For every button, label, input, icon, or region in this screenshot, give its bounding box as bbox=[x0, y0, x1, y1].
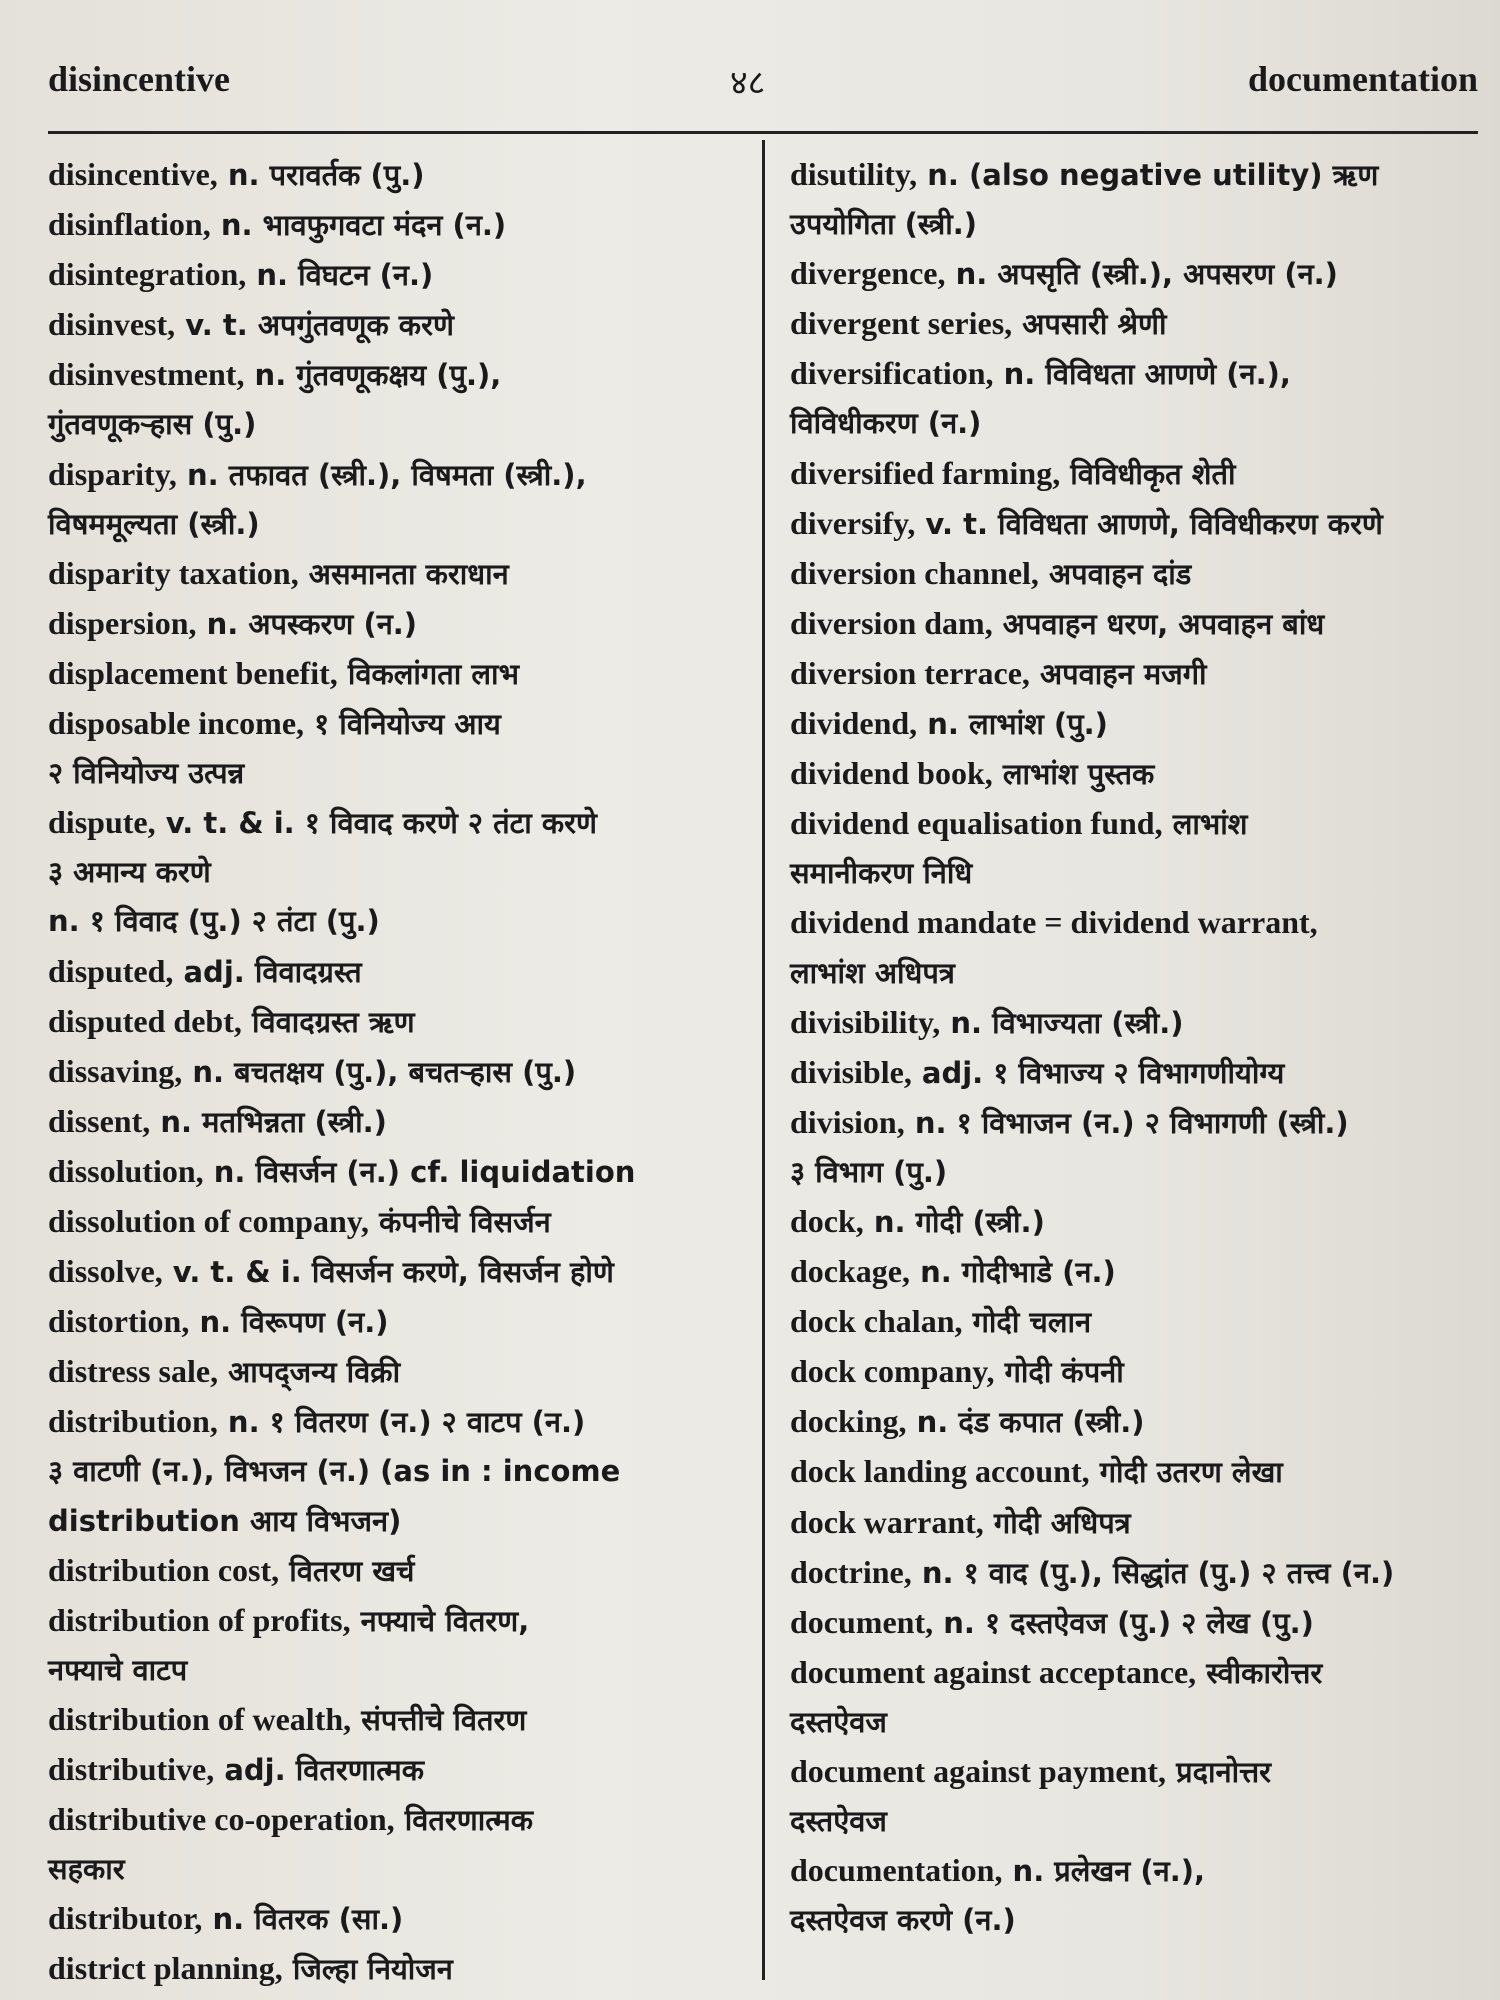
entry-line bbox=[48, 649, 748, 699]
definition: n. परावर्तक (पु.) bbox=[217, 158, 425, 192]
dictionary-entry bbox=[48, 947, 748, 997]
dictionary-entry bbox=[790, 799, 1480, 898]
definition: n. बचतक्षय (पु.), बचतऱ्हास (पु.) bbox=[182, 1054, 577, 1089]
definition: लाभांश पुस्तक bbox=[992, 757, 1155, 792]
guide-word-last: documentation bbox=[1247, 59, 1478, 99]
definition: v. t. विविधता आणणे, विविधीकरण करणे bbox=[915, 506, 1383, 541]
entry-line bbox=[790, 1397, 1480, 1447]
definition: n. तफावत (स्त्री.), विषमता (स्त्री.), bbox=[176, 457, 587, 492]
headword: dispute, bbox=[48, 804, 156, 841]
headword: disputed, bbox=[48, 952, 174, 989]
running-head bbox=[48, 58, 1478, 110]
headword: dissent, bbox=[48, 1102, 151, 1139]
headword: district planning, bbox=[48, 1950, 283, 1987]
headword: dock landing account, bbox=[790, 1453, 1090, 1490]
entry-line bbox=[790, 1747, 1480, 1797]
dictionary-entry bbox=[48, 549, 748, 599]
entry-line bbox=[48, 1197, 748, 1247]
definition: विकलांगता लाभ bbox=[337, 656, 519, 691]
dictionary-entry bbox=[790, 349, 1480, 448]
definition: विवादग्रस्त ऋण bbox=[241, 1004, 415, 1039]
definition: n. प्रलेखन (न.), bbox=[1002, 1854, 1206, 1889]
entry-line bbox=[790, 499, 1480, 549]
headword: document, bbox=[790, 1603, 934, 1640]
entry-line bbox=[48, 1147, 748, 1197]
headword: distributor, bbox=[48, 1900, 203, 1937]
definition: adj. वितरणात्मक bbox=[214, 1753, 424, 1787]
dictionary-entry bbox=[790, 1098, 1480, 1197]
entry-line: २ विनियोज्य उत्पन्न bbox=[48, 756, 245, 791]
headword: dockage, bbox=[790, 1253, 910, 1290]
headword: dividend book, bbox=[790, 755, 993, 792]
dictionary-entry bbox=[48, 1147, 748, 1197]
headword: disinvest, bbox=[48, 306, 176, 343]
entry-line bbox=[790, 749, 1480, 799]
definition: n. विसर्जन (न.) cf. liquidation bbox=[203, 1154, 636, 1189]
entry-line bbox=[48, 549, 748, 599]
entry-line: ३ वाटणी (न.), विभजन (न.) (as in : income bbox=[48, 1454, 621, 1489]
headword: distortion, bbox=[48, 1303, 190, 1340]
entry-line: विषममूल्यता (स्त्री.) bbox=[48, 506, 260, 541]
headword: distribution cost, bbox=[48, 1551, 280, 1588]
definition: n. अपस्करण (न.) bbox=[196, 606, 418, 641]
entry-line bbox=[790, 1548, 1480, 1598]
headword: distributive, bbox=[48, 1751, 215, 1787]
definition: स्वीकारोत्तर bbox=[1196, 1655, 1323, 1690]
guide-word-first: disincentive bbox=[48, 59, 231, 99]
entry-line: ३ अमान्य करणे bbox=[48, 855, 211, 890]
entry-line bbox=[48, 1047, 748, 1097]
entry-line bbox=[790, 449, 1480, 499]
dictionary-entry bbox=[48, 649, 748, 699]
entry-line bbox=[790, 699, 1480, 749]
entry-line bbox=[790, 299, 1480, 349]
entry-line bbox=[48, 1247, 748, 1297]
headword: diversification, bbox=[790, 355, 994, 392]
dictionary-entry bbox=[790, 898, 1480, 997]
definition: n. विरूपण (न.) bbox=[189, 1305, 389, 1340]
dictionary-entry bbox=[790, 1397, 1480, 1447]
entry-line bbox=[48, 1745, 748, 1795]
dictionary-entry bbox=[790, 449, 1480, 499]
dictionary-entry bbox=[790, 1648, 1480, 1747]
entry-line bbox=[48, 300, 748, 350]
definition: असमानता कराधान bbox=[298, 556, 509, 591]
dictionary-entry bbox=[790, 998, 1480, 1048]
entry-line bbox=[790, 249, 1480, 299]
headword: dissolution of company, bbox=[48, 1202, 369, 1239]
entry-line: distribution आय विभजन) bbox=[48, 1503, 402, 1538]
entry-line bbox=[790, 1297, 1480, 1347]
entry-line bbox=[790, 1247, 1480, 1297]
headword: document against payment, bbox=[790, 1753, 1167, 1789]
headword: distribution of profits, bbox=[48, 1601, 351, 1638]
definition: n. दंड कपात (स्त्री.) bbox=[906, 1405, 1145, 1440]
entry-line bbox=[48, 1944, 748, 1994]
definition: संपत्तीचे वितरण bbox=[351, 1702, 527, 1737]
entry-line bbox=[48, 200, 748, 250]
dictionary-entry bbox=[790, 1347, 1480, 1397]
definition: v. t. & i. १ विवाद करणे २ तंटा करणे bbox=[155, 806, 597, 841]
definition: वितरणात्मक bbox=[394, 1803, 534, 1838]
column-divider bbox=[762, 140, 765, 1980]
definition: गोदी उतरण लेखा bbox=[1089, 1455, 1283, 1490]
dictionary-entry bbox=[790, 1846, 1480, 1945]
headword: diversified farming, bbox=[790, 454, 1061, 491]
entry-line bbox=[48, 1347, 748, 1397]
header-rule bbox=[48, 131, 1478, 134]
headword: distress sale, bbox=[48, 1353, 219, 1390]
entry-line bbox=[790, 1648, 1480, 1698]
definition: लाभांश bbox=[1162, 807, 1248, 842]
entry-line bbox=[48, 599, 748, 649]
dictionary-entry bbox=[790, 599, 1480, 649]
entry-line bbox=[790, 998, 1480, 1048]
definition: n. गोदी (स्त्री.) bbox=[863, 1204, 1045, 1239]
dictionary-entry bbox=[48, 150, 748, 200]
definition: १ विनियोज्य आय bbox=[304, 707, 501, 742]
headword: dock, bbox=[790, 1202, 864, 1239]
dictionary-entry bbox=[48, 1047, 748, 1097]
definition: गोदी चलान bbox=[962, 1305, 1092, 1340]
definition: गोदी अधिपत्र bbox=[983, 1505, 1131, 1540]
headword: disputed debt, bbox=[48, 1002, 242, 1039]
definition: नफ्याचे वितरण, bbox=[350, 1603, 530, 1638]
definition: गोदी कंपनी bbox=[994, 1355, 1124, 1390]
entry-line bbox=[790, 1098, 1480, 1148]
entry-line bbox=[790, 1447, 1480, 1497]
entry-line bbox=[790, 1846, 1480, 1896]
definition: अपसारी श्रेणी bbox=[1012, 307, 1167, 342]
entry-line bbox=[48, 798, 748, 848]
entry-line bbox=[48, 997, 748, 1047]
headword: division, bbox=[790, 1103, 905, 1140]
definition: n. अपसृति (स्त्री.), अपसरण (न.) bbox=[945, 257, 1338, 292]
headword: disintegration, bbox=[48, 256, 247, 293]
definition: n. गोदीभाडे (न.) bbox=[910, 1255, 1116, 1290]
dictionary-entry bbox=[48, 1695, 748, 1745]
entry-line bbox=[48, 1795, 748, 1845]
dictionary-entry bbox=[48, 300, 748, 350]
dictionary-entry bbox=[790, 150, 1480, 249]
headword: diversion terrace, bbox=[790, 654, 1030, 691]
dictionary-entry bbox=[48, 1944, 748, 1994]
definition: n. १ वितरण (न.) २ वाटप (न.) bbox=[217, 1405, 586, 1440]
entry-line: समानीकरण निधि bbox=[790, 856, 973, 891]
entry-line: दस्तऐवज bbox=[790, 1704, 887, 1739]
entry-line bbox=[790, 1598, 1480, 1648]
headword: divergent series, bbox=[790, 305, 1013, 342]
definition: n. वितरक (सा.) bbox=[202, 1902, 404, 1937]
entry-line: दस्तऐवज करणे (न.) bbox=[790, 1903, 1016, 1938]
definition: वितरण खर्च bbox=[279, 1553, 415, 1588]
dictionary-entry bbox=[790, 749, 1480, 799]
entry-line: उपयोगिता (स्त्री.) bbox=[790, 207, 977, 242]
headword: dissaving, bbox=[48, 1052, 183, 1089]
entry-line bbox=[790, 349, 1480, 399]
definition: विविधीकृत शेती bbox=[1060, 456, 1236, 491]
entry-line: n. १ विवाद (पु.) २ तंटा (पु.) bbox=[48, 904, 380, 939]
entry-line bbox=[48, 1546, 748, 1596]
definition: n. (also negative utility) ऋण bbox=[917, 158, 1379, 192]
entry-line: ३ विभाग (पु.) bbox=[790, 1154, 948, 1189]
dictionary-entry bbox=[48, 1097, 748, 1147]
definition: n. विघटन (न.) bbox=[246, 258, 434, 293]
dictionary-entry bbox=[48, 1197, 748, 1247]
headword: dock chalan, bbox=[790, 1303, 963, 1340]
dictionary-entry bbox=[48, 1397, 748, 1545]
headword: disincentive, bbox=[48, 156, 218, 192]
entry-line bbox=[790, 1498, 1480, 1548]
dictionary-entry bbox=[790, 299, 1480, 349]
page-number: ४८ bbox=[730, 63, 766, 103]
dictionary-entry bbox=[790, 549, 1480, 599]
headword: dividend mandate = dividend warrant, bbox=[790, 904, 1318, 941]
entry-line bbox=[48, 1397, 748, 1447]
dictionary-entry bbox=[790, 1747, 1480, 1846]
entry-line bbox=[48, 150, 748, 200]
dictionary-entry bbox=[48, 450, 748, 549]
headword: disparity taxation, bbox=[48, 554, 299, 591]
dictionary-entry bbox=[48, 997, 748, 1047]
entry-line bbox=[48, 1596, 748, 1646]
headword: dividend, bbox=[790, 705, 918, 742]
dictionary-entry bbox=[790, 1048, 1480, 1098]
definition: कंपनीचे विसर्जन bbox=[368, 1204, 551, 1239]
dictionary-entry bbox=[790, 1197, 1480, 1247]
headword: dissolve, bbox=[48, 1253, 163, 1290]
dictionary-entry bbox=[790, 1247, 1480, 1297]
entry-line bbox=[790, 1048, 1480, 1098]
entry-line: विविधीकरण (न.) bbox=[790, 406, 982, 441]
dictionary-entry bbox=[790, 1598, 1480, 1648]
headword: diversion channel, bbox=[790, 554, 1039, 591]
dictionary-entry bbox=[48, 200, 748, 250]
entry-line bbox=[48, 1695, 748, 1745]
headword: disposable income, bbox=[48, 705, 305, 742]
headword: diversify, bbox=[790, 504, 916, 541]
definition: अपवाहन मजगी bbox=[1029, 656, 1207, 691]
dictionary-entry bbox=[48, 1596, 748, 1695]
dictionary-entry bbox=[48, 798, 748, 946]
headword: distribution, bbox=[48, 1403, 218, 1440]
definition: n. विविधता आणणे (न.), bbox=[993, 357, 1291, 392]
entry-line bbox=[48, 947, 748, 997]
dictionary-entry bbox=[48, 250, 748, 300]
definition: प्रदानोत्तर bbox=[1166, 1755, 1272, 1789]
headword: disinvestment, bbox=[48, 356, 245, 393]
dictionary-entry bbox=[790, 249, 1480, 299]
headword: document against acceptance, bbox=[790, 1653, 1197, 1690]
headword: displacement benefit, bbox=[48, 654, 338, 691]
dictionary-entry bbox=[48, 1894, 748, 1944]
headword: docking, bbox=[790, 1403, 907, 1440]
left-column bbox=[48, 150, 748, 1994]
definition: अपवाहन धरण, अपवाहन बांध bbox=[992, 606, 1325, 641]
entry-line bbox=[48, 350, 748, 400]
definition: n. लाभांश (पु.) bbox=[917, 707, 1108, 742]
entry-line bbox=[48, 250, 748, 300]
dictionary-entry bbox=[790, 699, 1480, 749]
entry-line bbox=[790, 799, 1480, 849]
headword: dividend equalisation fund, bbox=[790, 805, 1163, 842]
definition: adj. १ विभाज्य २ विभागणीयोग्य bbox=[911, 1055, 1285, 1090]
entry-line bbox=[48, 1894, 748, 1944]
dictionary-entry bbox=[790, 1498, 1480, 1548]
right-column bbox=[790, 150, 1480, 1945]
entry-line: सहकार bbox=[48, 1852, 125, 1887]
entry-line: लाभांश अधिपत्र bbox=[790, 955, 955, 990]
dictionary-entry bbox=[48, 1347, 748, 1397]
entry-line bbox=[790, 599, 1480, 649]
headword: dock warrant, bbox=[790, 1503, 984, 1540]
entry-line bbox=[790, 898, 1480, 948]
definition: n. भावफुगवटा मंदन (न.) bbox=[210, 208, 507, 243]
definition: n. १ वाद (पु.), सिद्धांत (पु.) २ तत्त्व (न.) bbox=[911, 1555, 1395, 1590]
dictionary-entry bbox=[790, 649, 1480, 699]
dictionary-entry bbox=[48, 1546, 748, 1596]
entry-line bbox=[48, 1097, 748, 1147]
entry-line bbox=[48, 699, 748, 749]
definition: जिल्हा नियोजन bbox=[282, 1952, 453, 1987]
headword: dispersion, bbox=[48, 604, 197, 641]
headword: divisibility, bbox=[790, 1003, 941, 1040]
definition: n. विभाज्यता (स्त्री.) bbox=[940, 1005, 1184, 1040]
headword: disinflation, bbox=[48, 206, 211, 243]
definition: अपवाहन दांड bbox=[1038, 556, 1192, 591]
headword: dissolution, bbox=[48, 1152, 204, 1189]
dictionary-entry bbox=[790, 499, 1480, 549]
dictionary-entry bbox=[48, 1297, 748, 1347]
definition: adj. विवादग्रस्त bbox=[173, 954, 362, 989]
entry-line bbox=[790, 549, 1480, 599]
headword: disutility, bbox=[790, 156, 918, 192]
dictionary-entry bbox=[790, 1297, 1480, 1347]
entry-line: गुंतवणूकऱ्हास (पु.) bbox=[48, 407, 257, 442]
headword: documentation, bbox=[790, 1852, 1003, 1889]
entry-line bbox=[790, 649, 1480, 699]
definition: v. t. अपगुंतवणूक करणे bbox=[175, 308, 454, 343]
dictionary-entry bbox=[790, 1548, 1480, 1598]
headword: divisible, bbox=[790, 1053, 912, 1090]
headword: divergence, bbox=[790, 255, 946, 292]
entry-line bbox=[48, 1297, 748, 1347]
dictionary-entry bbox=[790, 1447, 1480, 1497]
entry-line bbox=[790, 150, 1480, 200]
headword: doctrine, bbox=[790, 1553, 912, 1590]
entry-line bbox=[790, 1197, 1480, 1247]
definition: n. गुंतवणूकक्षय (पु.), bbox=[244, 358, 502, 393]
definition: n. मतभिन्नता (स्त्री.) bbox=[150, 1104, 387, 1139]
dictionary-entry bbox=[48, 699, 748, 798]
definition: n. १ विभाजन (न.) २ विभागणी (स्त्री.) bbox=[904, 1105, 1349, 1140]
headword: distribution of wealth, bbox=[48, 1700, 352, 1737]
entry-line bbox=[48, 450, 748, 500]
entry-line: दस्तऐवज bbox=[790, 1804, 887, 1839]
headword: diversion dam, bbox=[790, 604, 993, 641]
entry-line bbox=[790, 1347, 1480, 1397]
dictionary-entry bbox=[48, 599, 748, 649]
definition: n. १ दस्तऐवज (पु.) २ लेख (पु.) bbox=[933, 1605, 1314, 1640]
headword: disparity, bbox=[48, 455, 177, 492]
dictionary-entry bbox=[48, 1795, 748, 1894]
headword: dock company, bbox=[790, 1353, 995, 1390]
dictionary-entry bbox=[48, 350, 748, 449]
definition: v. t. & i. विसर्जन करणे, विसर्जन होणे bbox=[162, 1255, 614, 1290]
definition: आपद्‌जन्य विक्री bbox=[218, 1355, 401, 1390]
dictionary-entry bbox=[48, 1745, 748, 1795]
dictionary-entry bbox=[48, 1247, 748, 1297]
entry-line: नफ्याचे वाटप bbox=[48, 1652, 188, 1687]
headword: distributive co-operation, bbox=[48, 1801, 395, 1838]
